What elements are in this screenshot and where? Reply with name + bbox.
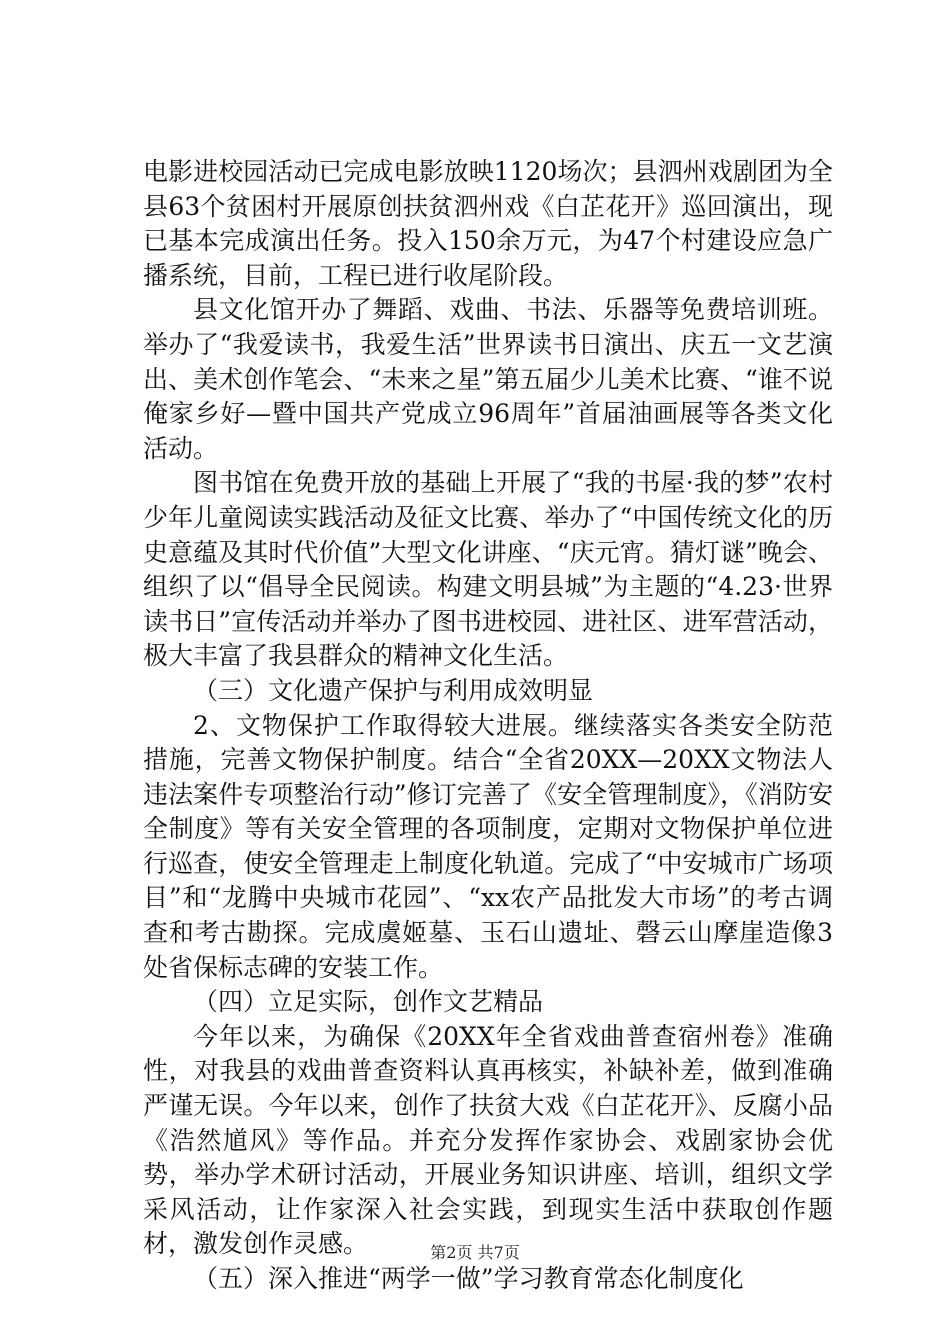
paragraph-opera-survey: 今年以来，为确保《20XX年全省戏曲普查宿州卷》准确性，对我县的戏曲普查资料认真再核实，补缺补差，做到准确严谨无误。今年以来，创作了扶贫大戏《白芷花开》、反腐小品《浩然馗风》等作品。并充分发挥作家协会、戏剧家协会优势，举办学术研讨活动，开展业务知识讲座、培训，组织文学采风活动，让作家深入社会实践，到现实生活中获取创作题材，激发创作灵感。 <box>143 1021 833 1259</box>
section-heading-art-works: （四）立足实际，创作文艺精品 <box>193 987 544 1017</box>
paragraph-cultural-center: 县文化馆开办了舞蹈、戏曲、书法、乐器等免费培训班。举办了“我爱读书，我爱生活”世界读书日演出、庆五一文艺演出、美术创作笔会、“未来之星”第五届少儿美术比赛、“谁不说俺家乡好—暨中国共产党成立96周年”首届油画展等各类文化活动。 <box>143 295 833 463</box>
section-heading-two-studies: （五）深入推进“两学一做”学习教育常态化制度化 <box>193 1264 744 1293</box>
section-heading-heritage: （三）文化遗产保护与利用成效明显 <box>193 675 594 705</box>
paragraph-library: 图书馆在免费开放的基础上开展了“我的书屋·我的梦”农村少年儿童阅读实践活动及征文比赛、举办了“中国传统文化的历史意蕴及其时代价值”大型文化讲座、“庆元宵。猜灯谜”晚会、组织了以“倡导全民阅读。构建文明县城”为主题的“4.23·世界读书日”宣传活动并举办了图书进校园、进社区、进军营活动，极大丰富了我县群众的精神文化生活。 <box>143 468 833 671</box>
page-footer: 第2页 共7页 <box>430 1243 520 1262</box>
paragraph-film-campus: 电影进校园活动已完成电影放映1120场次；县泗州戏剧团为全县63个贫困村开展原创扶贫泗州戏《白芷花开》巡回演出，现已基本完成演出任务。投入150余万元，为47个村建设应急广播系统，目前，工程已进行收尾阶段。 <box>143 157 833 290</box>
paragraph-relic-protection: 2、文物保护工作取得较大进展。继续落实各类安全防范措施，完善文物保护制度。结合“全省20XX—20XX文物法人违法案件专项整治行动”修订完善了《安全管理制度》，《消防安全制度》等有关安全管理的各项制度，定期对文物保护单位进行巡查，使安全管理走上制度化轨道。完成了“中安城市广场项目”和“龙腾中央城市花园”、“xx农产品批发大市场”的考古调查和考古勘探。完成虞姬墓、玉石山遗址、磬云山摩崖造像3处省保标志碑的安装工作。 <box>143 710 833 982</box>
document-body <box>143 155 833 1297</box>
